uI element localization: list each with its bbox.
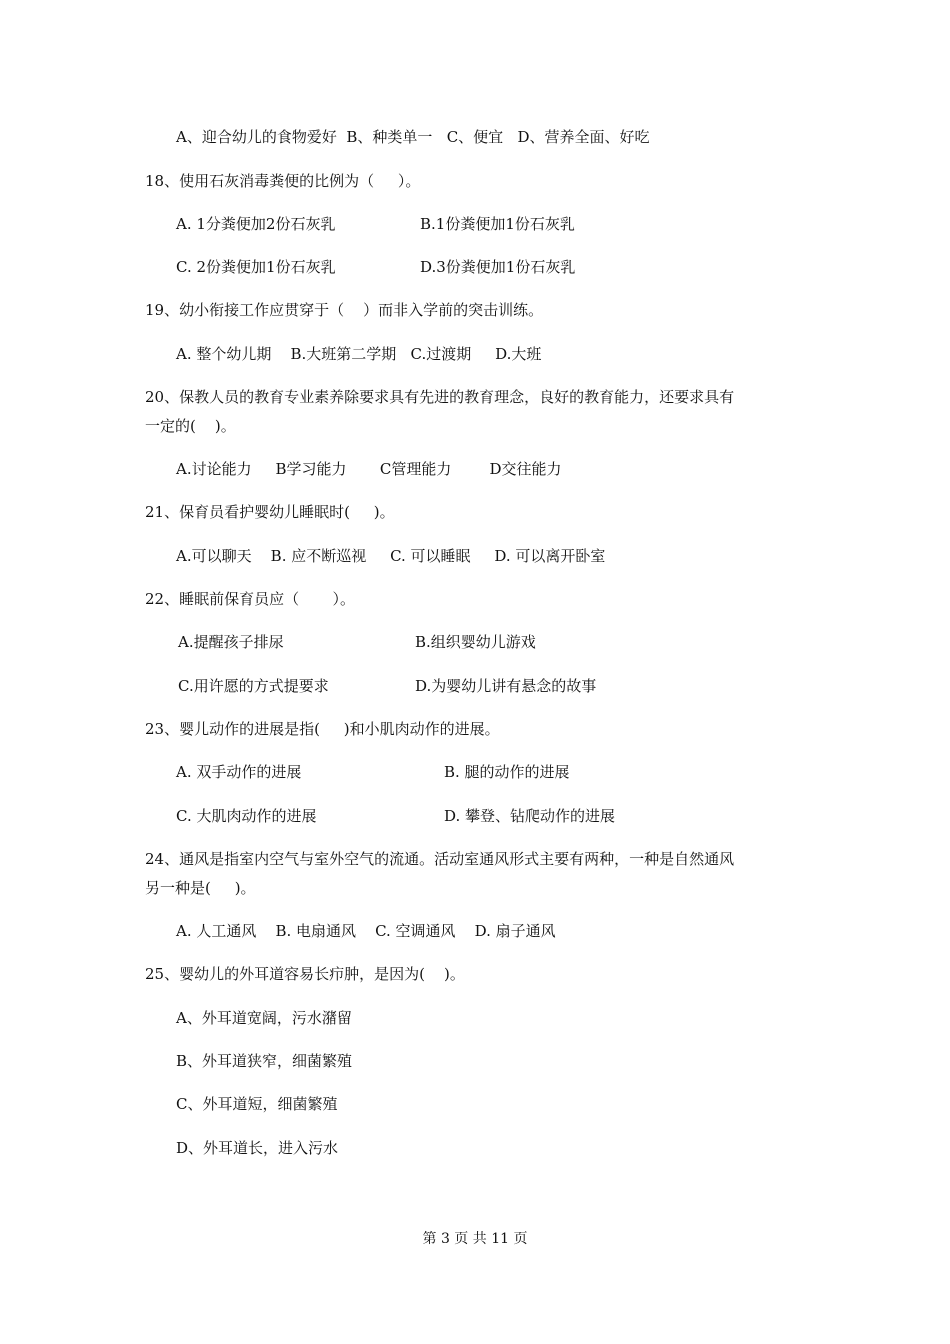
- q20-stem-line2: 一定的( )。: [145, 417, 236, 435]
- q22-option-a: A.提醒孩子排尿: [178, 633, 284, 651]
- q22-option-d: D.为婴幼儿讲有悬念的故事: [415, 677, 597, 695]
- q25-option-a: A、外耳道宽阔，污水潴留: [176, 1009, 352, 1027]
- q17-options: A、迎合幼儿的食物爱好 B、种类单一 C、便宜 D、营养全面、好吃: [176, 128, 650, 146]
- q21-stem: 21、保育员看护婴幼儿睡眠时( )。: [145, 503, 395, 521]
- q22-option-c: C.用许愿的方式提要求: [178, 677, 329, 695]
- q18-option-a: A. 1分粪便加2份石灰乳: [176, 215, 336, 233]
- q22-stem: 22、睡眠前保育员应（ ）。: [145, 590, 355, 608]
- q24-stem-line2: 另一种是( )。: [145, 879, 256, 897]
- q24-stem-line1: 24、通风是指室内空气与室外空气的流通。活动室通风形式主要有两种，一种是自然通风: [145, 850, 735, 868]
- q20-options: A.讨论能力 B学习能力 C管理能力 D交往能力: [176, 460, 562, 478]
- q18-option-c: C. 2份粪便加1份石灰乳: [176, 258, 336, 276]
- q25-option-d: D、外耳道长，进入污水: [176, 1139, 339, 1157]
- q23-option-a: A. 双手动作的进展: [176, 763, 302, 781]
- q24-options: A. 人工通风 B. 电扇通风 C. 空调通风 D. 扇子通风: [176, 922, 556, 940]
- q19-options: A. 整个幼儿期 B.大班第二学期 C.过渡期 D.大班: [176, 345, 542, 363]
- q18-stem: 18、使用石灰消毒粪便的比例为（ ）。: [145, 172, 421, 190]
- page-number-footer: 第 3 页 共 11 页: [422, 1231, 528, 1247]
- q20-stem-line1: 20、保教人员的教育专业素养除要求具有先进的教育理念，良好的教育能力，还要求具有: [145, 388, 735, 406]
- q25-option-c: C、外耳道短，细菌繁殖: [176, 1095, 338, 1113]
- q25-stem: 25、婴幼儿的外耳道容易长疖肿，是因为( )。: [145, 965, 465, 983]
- q23-option-d: D. 攀登、钻爬动作的进展: [444, 807, 616, 825]
- q23-stem: 23、婴儿动作的进展是指( )和小肌肉动作的进展。: [145, 720, 500, 738]
- q23-option-b: B. 腿的动作的进展: [444, 763, 570, 781]
- q19-stem: 19、幼小衔接工作应贯穿于（ ）而非入学前的突击训练。: [145, 301, 544, 319]
- q22-option-b: B.组织婴幼儿游戏: [415, 633, 536, 651]
- q18-option-d: D.3份粪便加1份石灰乳: [420, 258, 576, 276]
- q18-option-b: B.1份粪便加1份石灰乳: [420, 215, 575, 233]
- q21-options: A.可以聊天 B. 应不断巡视 C. 可以睡眠 D. 可以离开卧室: [176, 547, 606, 565]
- q23-option-c: C. 大肌肉动作的进展: [176, 807, 317, 825]
- q25-option-b: B、外耳道狭窄，细菌繁殖: [176, 1052, 353, 1070]
